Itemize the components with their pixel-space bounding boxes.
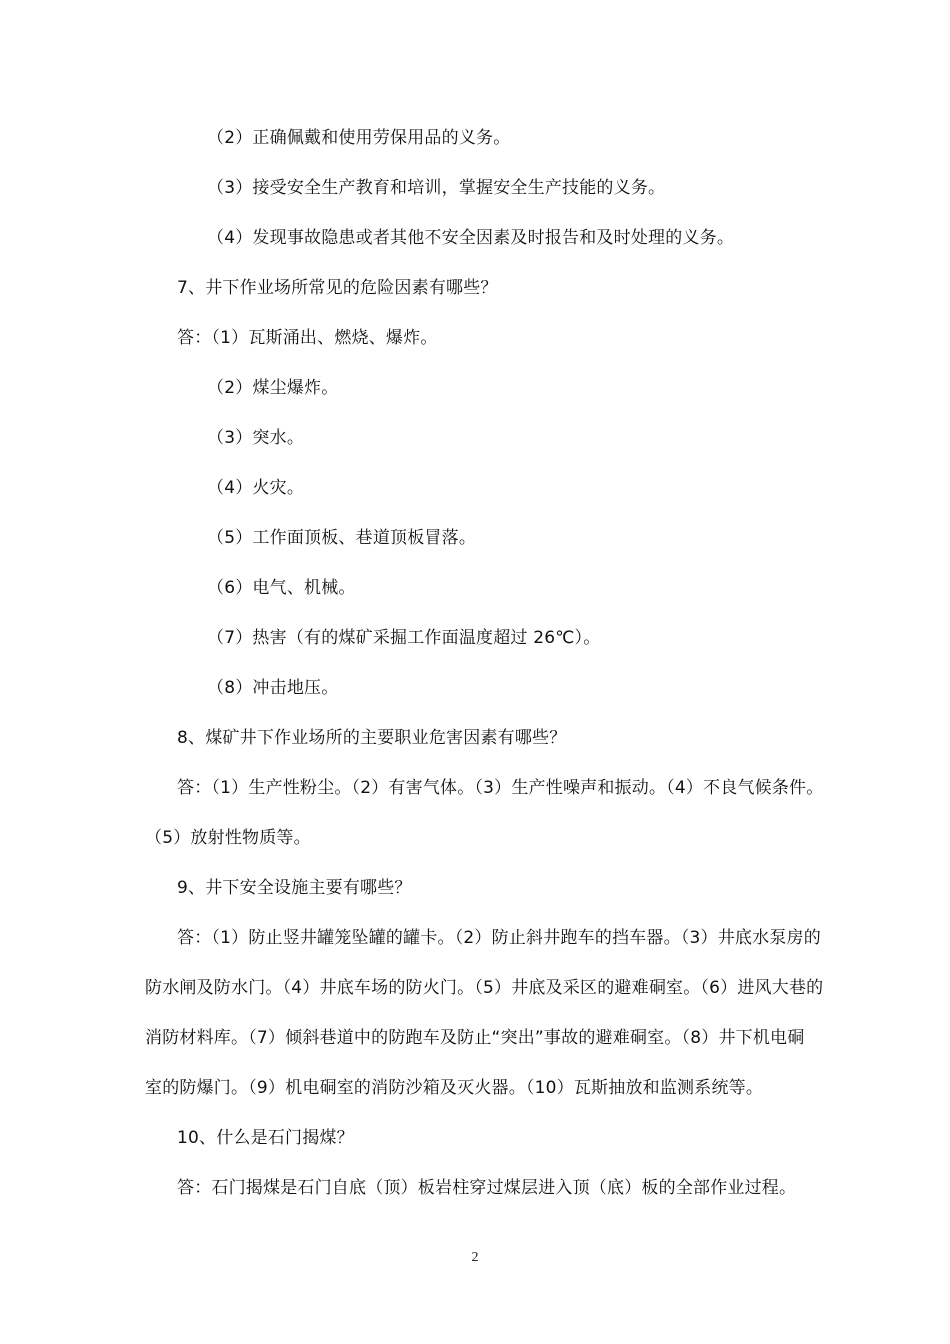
answer-7-item-4: （4）火灾。	[207, 478, 305, 498]
answer-7-item-6: （6）电气、机械。	[207, 578, 356, 598]
duty-item-2: （2）正确佩戴和使用劳保用品的义务。	[207, 128, 511, 148]
answer-7-item-5: （5）工作面顶板、巷道顶板冒落。	[207, 528, 477, 548]
answer-7-item-2: （2）煤尘爆炸。	[207, 378, 339, 398]
question-10: 10、什么是石门揭煤？	[177, 1128, 354, 1148]
answer-9-line-4: 室的防爆门。（9）机电硐室的消防沙箱及灭火器。（10）瓦斯抽放和监测系统等。	[145, 1078, 764, 1098]
answer-7-item-7: （7）热害（有的煤矿采掘工作面温度超过 26℃）。	[207, 628, 601, 648]
answer-7-item-3: （3）突水。	[207, 428, 305, 448]
answer-7-item-1: 答：（1）瓦斯涌出、燃烧、爆炸。	[177, 328, 438, 348]
duty-item-3: （3）接受安全生产教育和培训，掌握安全生产技能的义务。	[207, 178, 666, 198]
page-number: 2	[471, 1250, 479, 1265]
answer-10: 答：石门揭煤是石门自底（顶）板岩柱穿过煤层进入顶（底）板的全部作业过程。	[177, 1178, 797, 1198]
question-7: 7、井下作业场所常见的危险因素有哪些？	[177, 278, 498, 298]
answer-9-line-1: 答：（1）防止竖井罐笼坠罐的罐卡。（2）防止斜井跑车的挡车器。（3）井底水泵房的	[177, 928, 821, 948]
question-9: 9、井下安全设施主要有哪些？	[177, 878, 412, 898]
answer-8-line-1: 答：（1）生产性粉尘。（2）有害气体。（3）生产性噪声和振动。（4）不良气候条件。	[177, 778, 824, 798]
duty-item-4: （4）发现事故隐患或者其他不安全因素及时报告和及时处理的义务。	[207, 228, 735, 248]
answer-9-line-2: 防水闸及防水门。（4）井底车场的防火门。（5）井底及采区的避难硐室。（6）进风大巷的	[145, 978, 824, 998]
answer-8-line-2: （5）放射性物质等。	[145, 828, 311, 848]
question-8: 8、煤矿井下作业场所的主要职业危害因素有哪些？	[177, 728, 567, 748]
answer-7-item-8: （8）冲击地压。	[207, 678, 339, 698]
answer-9-line-3: 消防材料库。（7）倾斜巷道中的防跑车及防止“突出”事故的避难硐室。（8）井下机电硐	[145, 1028, 805, 1048]
